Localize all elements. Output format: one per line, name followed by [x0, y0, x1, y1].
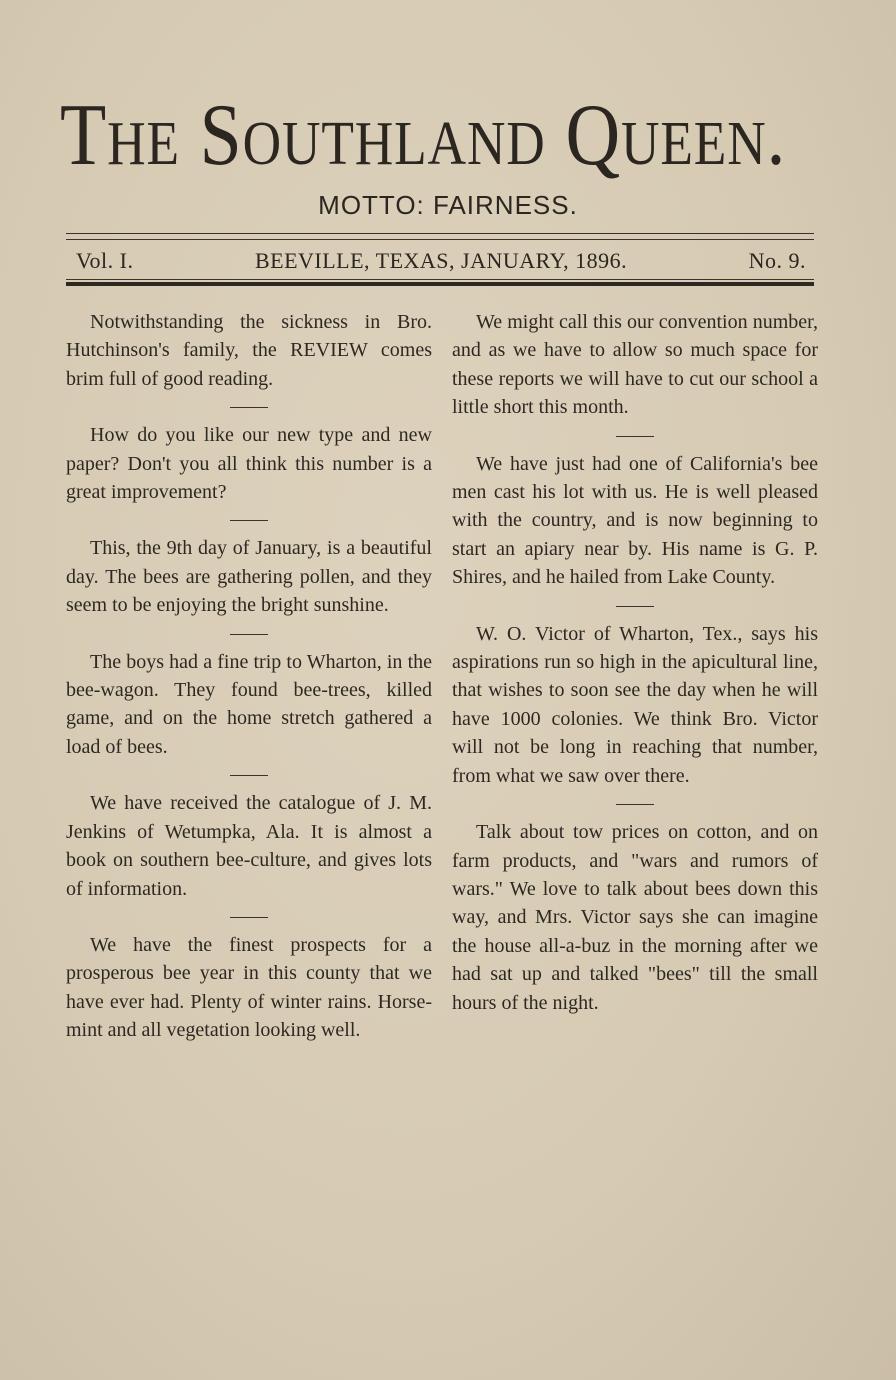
article-separator — [616, 606, 654, 607]
article-paragraph: The boys had a fine trip to Wharton, in the bee-wagon. They found bee-trees, killed game, and on the home stretch gathered a load of bees. — [66, 650, 432, 758]
place-date: BEEVILLE, TEXAS, JANUARY, 1896. — [254, 248, 628, 273]
issue-number: No. 9. — [748, 248, 806, 273]
article-paragraph: We have received the catalogue of J. M. Jenkins of Wetumpka, Ala. It is almost a book on southern bee-culture, and gives lots of information. — [66, 792, 432, 900]
article-paragraph: How do you like our new type and new paper? Don't you all think this number is a great improvement? — [66, 424, 432, 504]
dateline — [76, 248, 806, 274]
header-rule-third — [66, 279, 814, 280]
article-paragraph: Notwithstanding the sickness in Bro. Hutchinson's family, the REVIEW comes brim full of good reading. — [66, 311, 432, 390]
header-rule-second — [66, 239, 814, 240]
left-column — [66, 308, 432, 1045]
article-separator — [616, 436, 654, 437]
article-paragraph: W. O. Victor of Wharton, Tex., says his aspirations run so high in the apicultural line, that wishes to soon see the day when he will have 1000 colonies. We think Bro. Victor will not be long in reaching that number, from what we saw over there. — [452, 622, 818, 787]
article-separator — [230, 407, 268, 408]
article-separator — [230, 634, 268, 635]
article-separator — [230, 775, 268, 776]
article-paragraph: Talk about tow prices on cotton, and on farm products, and "wars and rumors of wars." We love to talk about bees down this way, and Mrs. Victor says she can imagine the house all-a-buz in the morning after we had sat up and talked "bees" till the small hours of the night. — [452, 821, 818, 1014]
article-paragraph: We have just had one of California's bee men cast his lot with us. He is well pleased with the country, and is now beginning to start an apiary near by. His name is G. P. Shires, and he hailed from Lake County. — [452, 452, 818, 589]
volume-label: Vol. I. — [76, 248, 134, 273]
article-separator — [230, 520, 268, 521]
article-paragraph: This, the 9th day of January, is a beautiful day. The bees are gathering pollen, and they seem to be enjoying the bright sunshine. — [66, 537, 432, 617]
article-paragraph: We might call this our convention number, and as we have to allow so much space for these reports we will have to cut our school a little short this month. — [452, 311, 818, 419]
article-separator — [230, 917, 268, 918]
masthead-motto: MOTTO: FAIRNESS. — [318, 190, 578, 220]
header-rule-thick — [66, 282, 814, 286]
article-paragraph: We have the finest prospects for a prosperous bee year in this county that we have ever had. Plenty of winter rains. Horse-mint and all vegetation looking well. — [66, 933, 432, 1042]
right-column — [452, 308, 818, 1017]
article-separator — [616, 804, 654, 805]
header-rule-top — [66, 233, 814, 234]
masthead-title: The Southland Queen. — [60, 87, 787, 184]
